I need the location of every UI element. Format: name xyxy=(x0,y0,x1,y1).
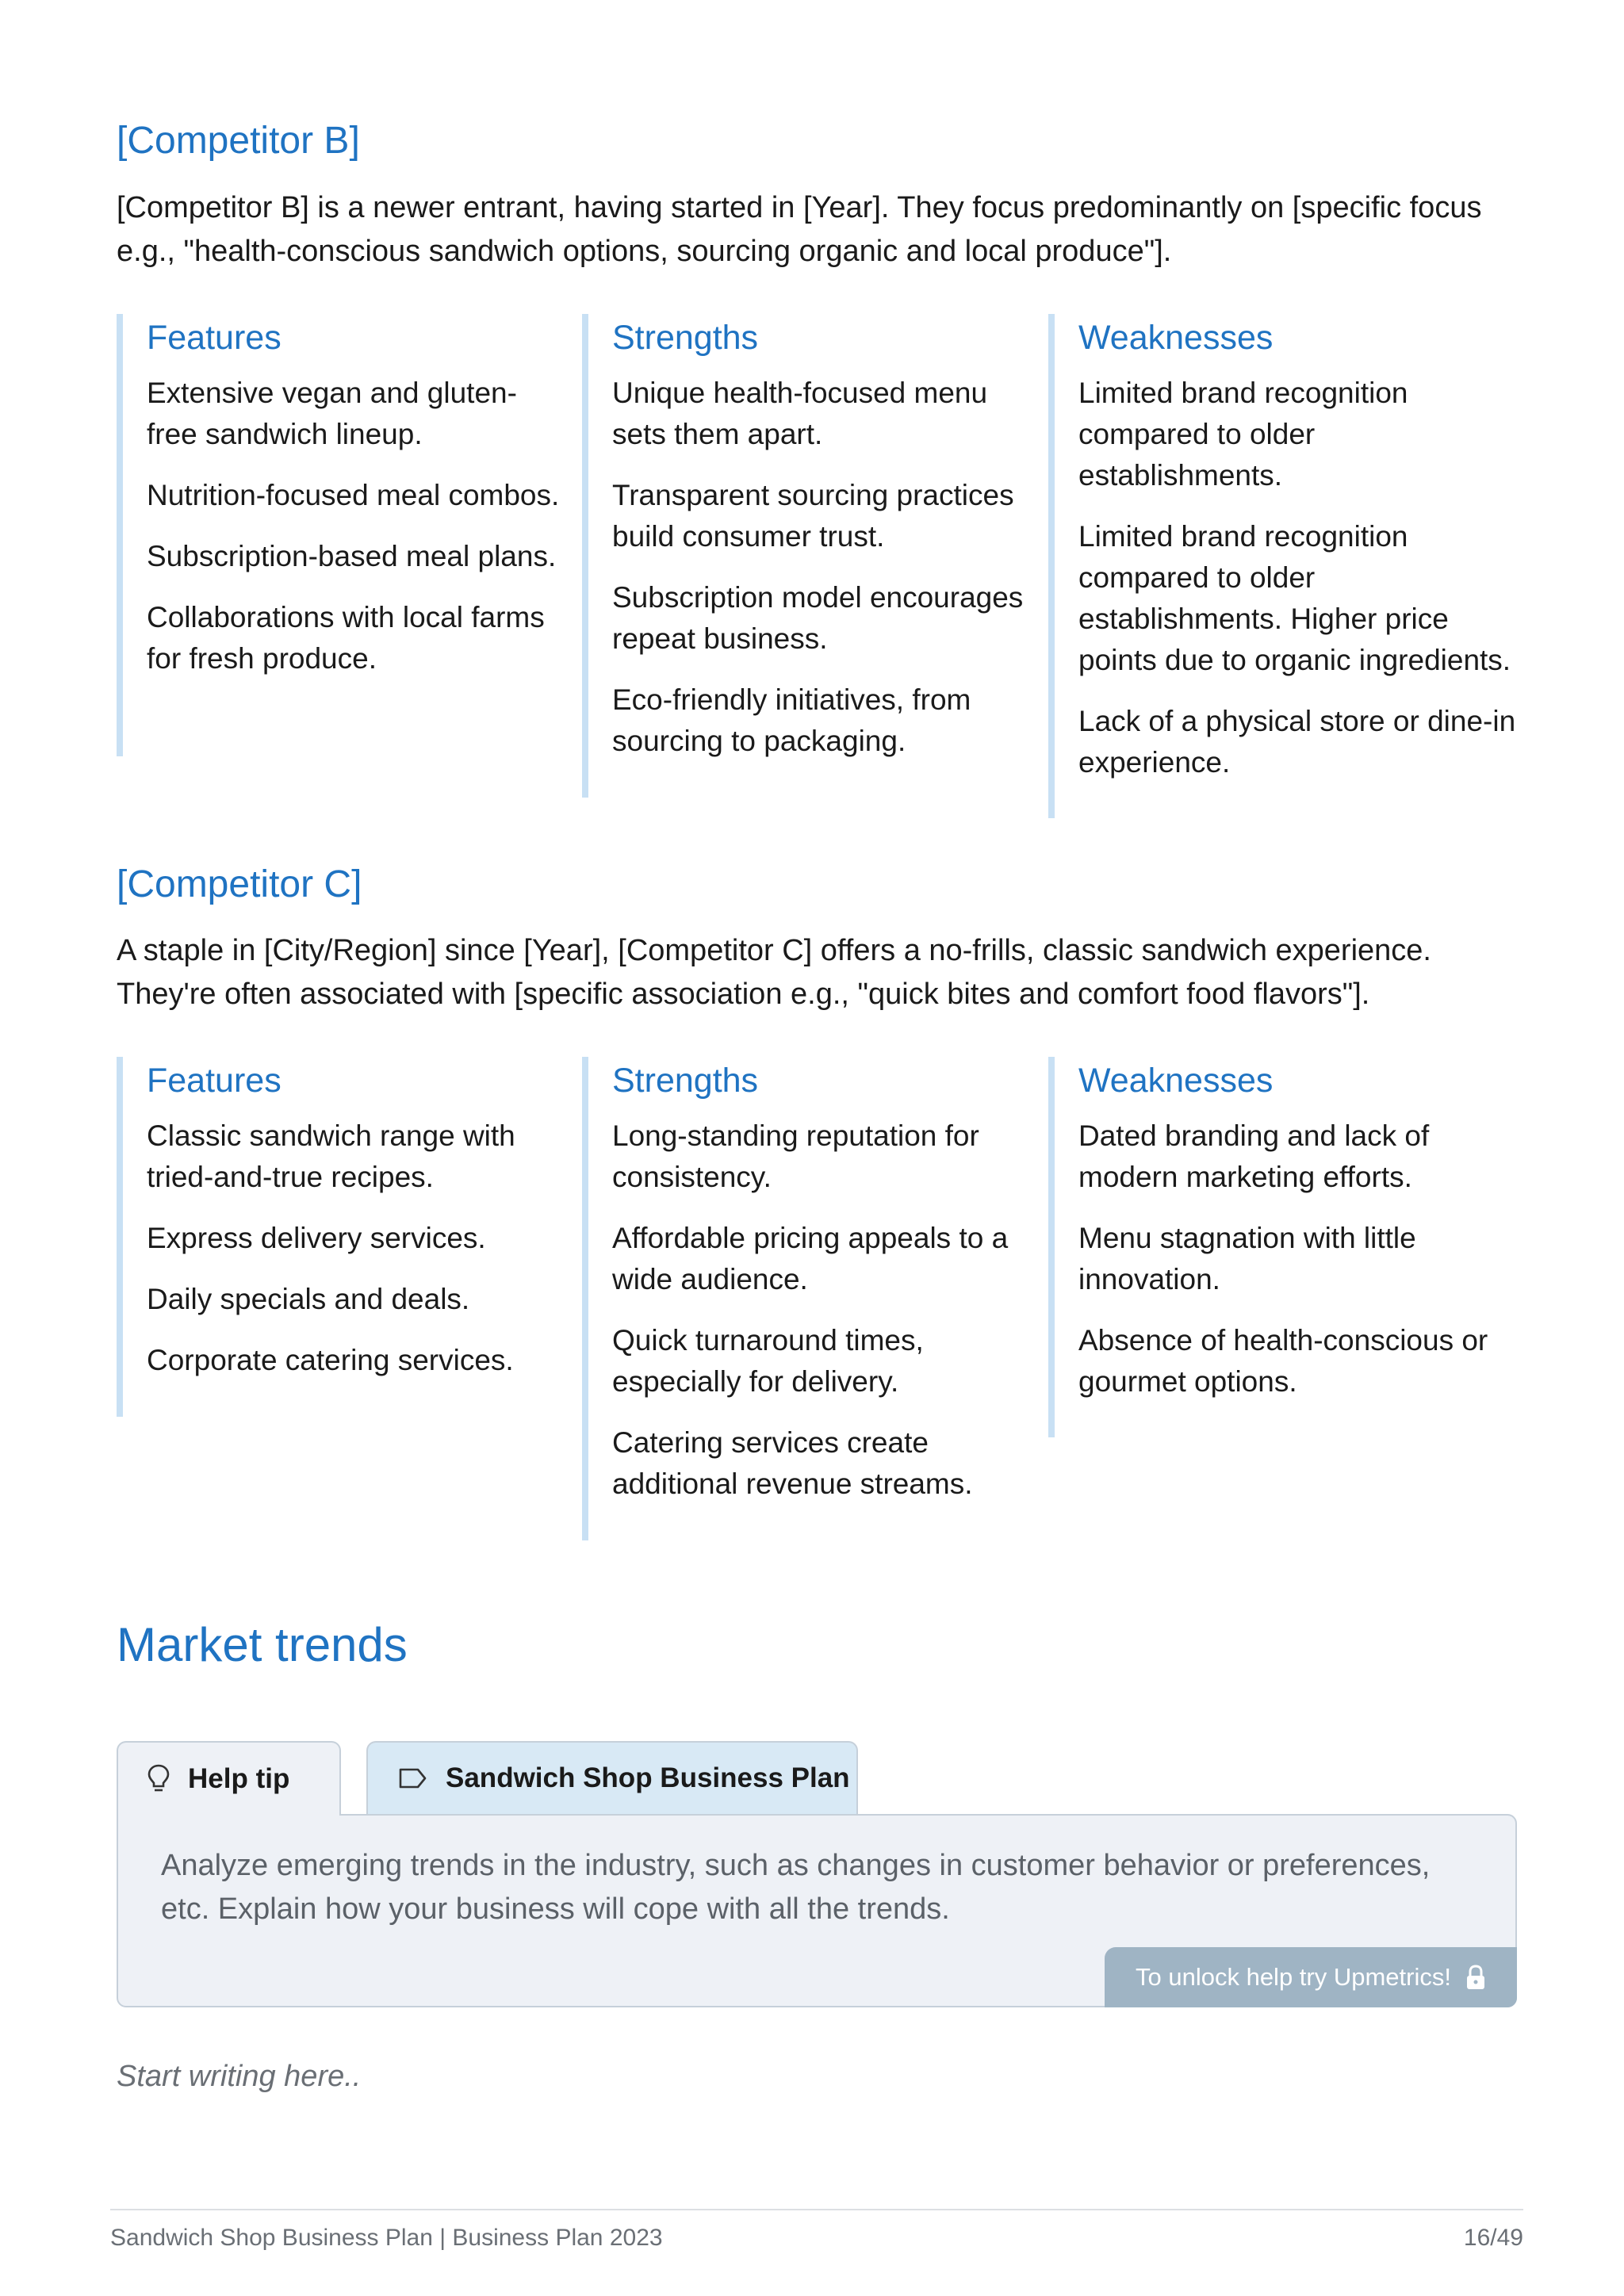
column-heading: Strengths xyxy=(612,319,759,357)
help-tip-box xyxy=(117,1814,1517,2007)
lock-icon xyxy=(1465,1965,1486,1990)
competitor-b-weaknesses xyxy=(1048,314,1517,818)
list-item: Nutrition-focused meal combos. xyxy=(147,479,560,511)
column-heading: Strengths xyxy=(612,1062,759,1100)
lightbulb-icon xyxy=(147,1763,170,1795)
list-item: Dated branding and lack of modern marketing efforts. xyxy=(1078,1119,1430,1193)
competitor-c-title: [Competitor C] xyxy=(117,863,362,905)
tab-help-label: Help tip xyxy=(188,1763,290,1794)
list-item: Quick turnaround times, especially for delivery. xyxy=(612,1324,924,1398)
tip-tabs xyxy=(117,1741,1517,1814)
list-item: Subscription model encourages repeat business. xyxy=(612,581,1024,655)
column-heading: Weaknesses xyxy=(1078,1062,1274,1100)
list-item: Catering services create additional revenue streams. xyxy=(612,1426,973,1500)
competitor-b-strengths xyxy=(582,314,1029,798)
unlock-help-button[interactable] xyxy=(1105,1947,1517,2007)
competitor-c-features xyxy=(117,1057,564,1417)
list-item: Unique health-focused menu sets them apart. xyxy=(612,377,988,450)
list-item: Eco-friendly initiatives, from sourcing to packaging. xyxy=(612,683,971,757)
footer-document-title: Sandwich Shop Business Plan | Business Plan 2023 xyxy=(110,2225,663,2251)
list-item: Daily specials and deals. xyxy=(147,1283,470,1315)
column-heading: Features xyxy=(147,319,282,357)
tab-business-plan[interactable] xyxy=(366,1741,858,1814)
list-item: Classic sandwich range with tried-and-true recipes. xyxy=(147,1119,515,1193)
footer-divider xyxy=(110,2209,1523,2210)
list-item: Limited brand recognition compared to older establishments. xyxy=(1078,377,1408,492)
list-item: Lack of a physical store or dine-in experience. xyxy=(1078,705,1516,779)
list-item: Subscription-based meal plans. xyxy=(147,540,557,572)
list-item: Menu stagnation with little innovation. xyxy=(1078,1222,1416,1295)
help-tip-text: Analyze emerging trends in the industry, such as changes in customer behavior or preferences, etc. Explain how your business will cope with all the trends. xyxy=(161,1849,1431,1926)
market-trends-title: Market trends xyxy=(117,1618,408,1671)
tag-icon xyxy=(398,1766,428,1790)
tab-plan-label: Sandwich Shop Business Plan xyxy=(446,1762,850,1793)
column-heading: Weaknesses xyxy=(1078,319,1274,357)
competitor-c-intro: A staple in [City/Region] since [Year], [Competitor C] offers a no-frills, classic sandwich experience. They're often associated with [specific association e.g., "quick bites and comfort food flavors"]. xyxy=(117,934,1431,1011)
column-heading: Features xyxy=(147,1062,282,1100)
tab-help-tip[interactable] xyxy=(117,1741,341,1816)
list-item: Absence of health-conscious or gourmet options. xyxy=(1078,1324,1488,1398)
list-item: Corporate catering services. xyxy=(147,1344,514,1376)
competitor-c-strengths xyxy=(582,1057,1029,1540)
competitor-b-title: [Competitor B] xyxy=(117,120,360,162)
writing-placeholder[interactable]: Start writing here.. xyxy=(117,2060,362,2093)
competitor-b-features xyxy=(117,314,564,756)
footer-page-number: 16/49 xyxy=(1463,2225,1523,2251)
unlock-label: To unlock help try Upmetrics! xyxy=(1136,1963,1451,1991)
list-item: Extensive vegan and gluten-free sandwich lineup. xyxy=(147,377,517,450)
list-item: Long-standing reputation for consistency. xyxy=(612,1119,979,1193)
list-item: Transparent sourcing practices build consumer trust. xyxy=(612,479,1014,553)
list-item: Affordable pricing appeals to a wide audience. xyxy=(612,1222,1009,1295)
competitor-c-weaknesses xyxy=(1048,1057,1517,1437)
list-item: Limited brand recognition compared to older establishments. Higher price points due to organic ingredients. xyxy=(1078,520,1511,676)
list-item: Collaborations with local farms for fresh produce. xyxy=(147,601,545,675)
competitor-b-intro: [Competitor B] is a newer entrant, having started in [Year]. They focus predominantly on [specific focus e.g., "health-conscious sandwich options, sourcing organic and local produce"]. xyxy=(117,191,1482,268)
list-item: Express delivery services. xyxy=(147,1222,486,1254)
